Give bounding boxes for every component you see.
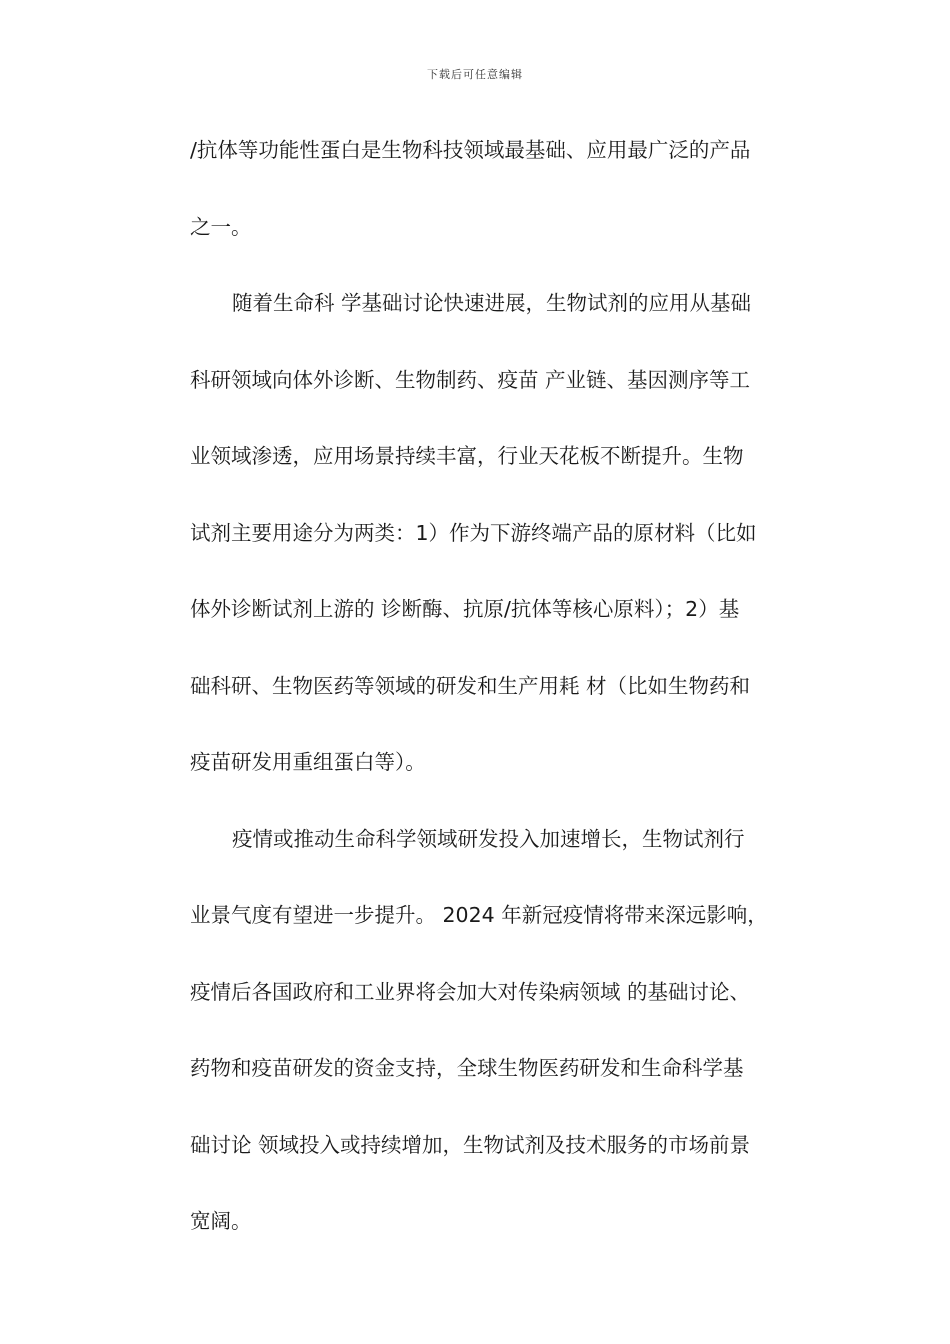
text-line: 疫苗研发用重组蛋白等）。 (190, 750, 426, 774)
text-line: 试剂主要用途分为两类：1）作为下游终端产品的原材料（比如 (190, 520, 757, 545)
paragraph-start-line: 疫情或推动生命科学领域研发投入加速增长，生物试剂行 (232, 826, 745, 851)
text-line: 科研领域向体外诊断、生物制药、疫苗 产业链、基因测序等工 (190, 367, 751, 392)
text-line: /抗体等功能性蛋白是生物科技领域最基础、应用最广泛的产品 (190, 138, 751, 162)
paragraph-start-line: 随着生命科 学基础讨论快速进展，生物试剂的应用从基础 (232, 291, 752, 315)
text-line: 础讨论 领域投入或持续增加，生物试剂及技术服务的市场前景 (190, 1132, 751, 1157)
text-line: 业领域渗透，应用场景持续丰富，行业天花板不断提升。生物 (190, 444, 744, 468)
text-line: 宽阔。 (190, 1209, 252, 1233)
text-line: 业景气度有望进一步提升。 2024 年新冠疫情将带来深远影响， (190, 903, 768, 927)
text-line: 体外诊断试剂上游的 诊断酶、抗原/抗体等核心原料）；2）基 (190, 597, 740, 621)
page-header: 下载后可任意编辑 (427, 68, 523, 81)
text-line: 之一。 (190, 214, 252, 239)
document-body (190, 130, 802, 1278)
text-line: 疫情后各国政府和工业界将会加大对传染病领域 的基础讨论、 (190, 979, 751, 1004)
text-line: 药物和疫苗研发的资金支持，全球生物医药研发和生命科学基 (190, 1056, 744, 1080)
text-line: 础科研、生物医药等领域的研发和生产用耗 材（比如生物药和 (190, 673, 751, 698)
